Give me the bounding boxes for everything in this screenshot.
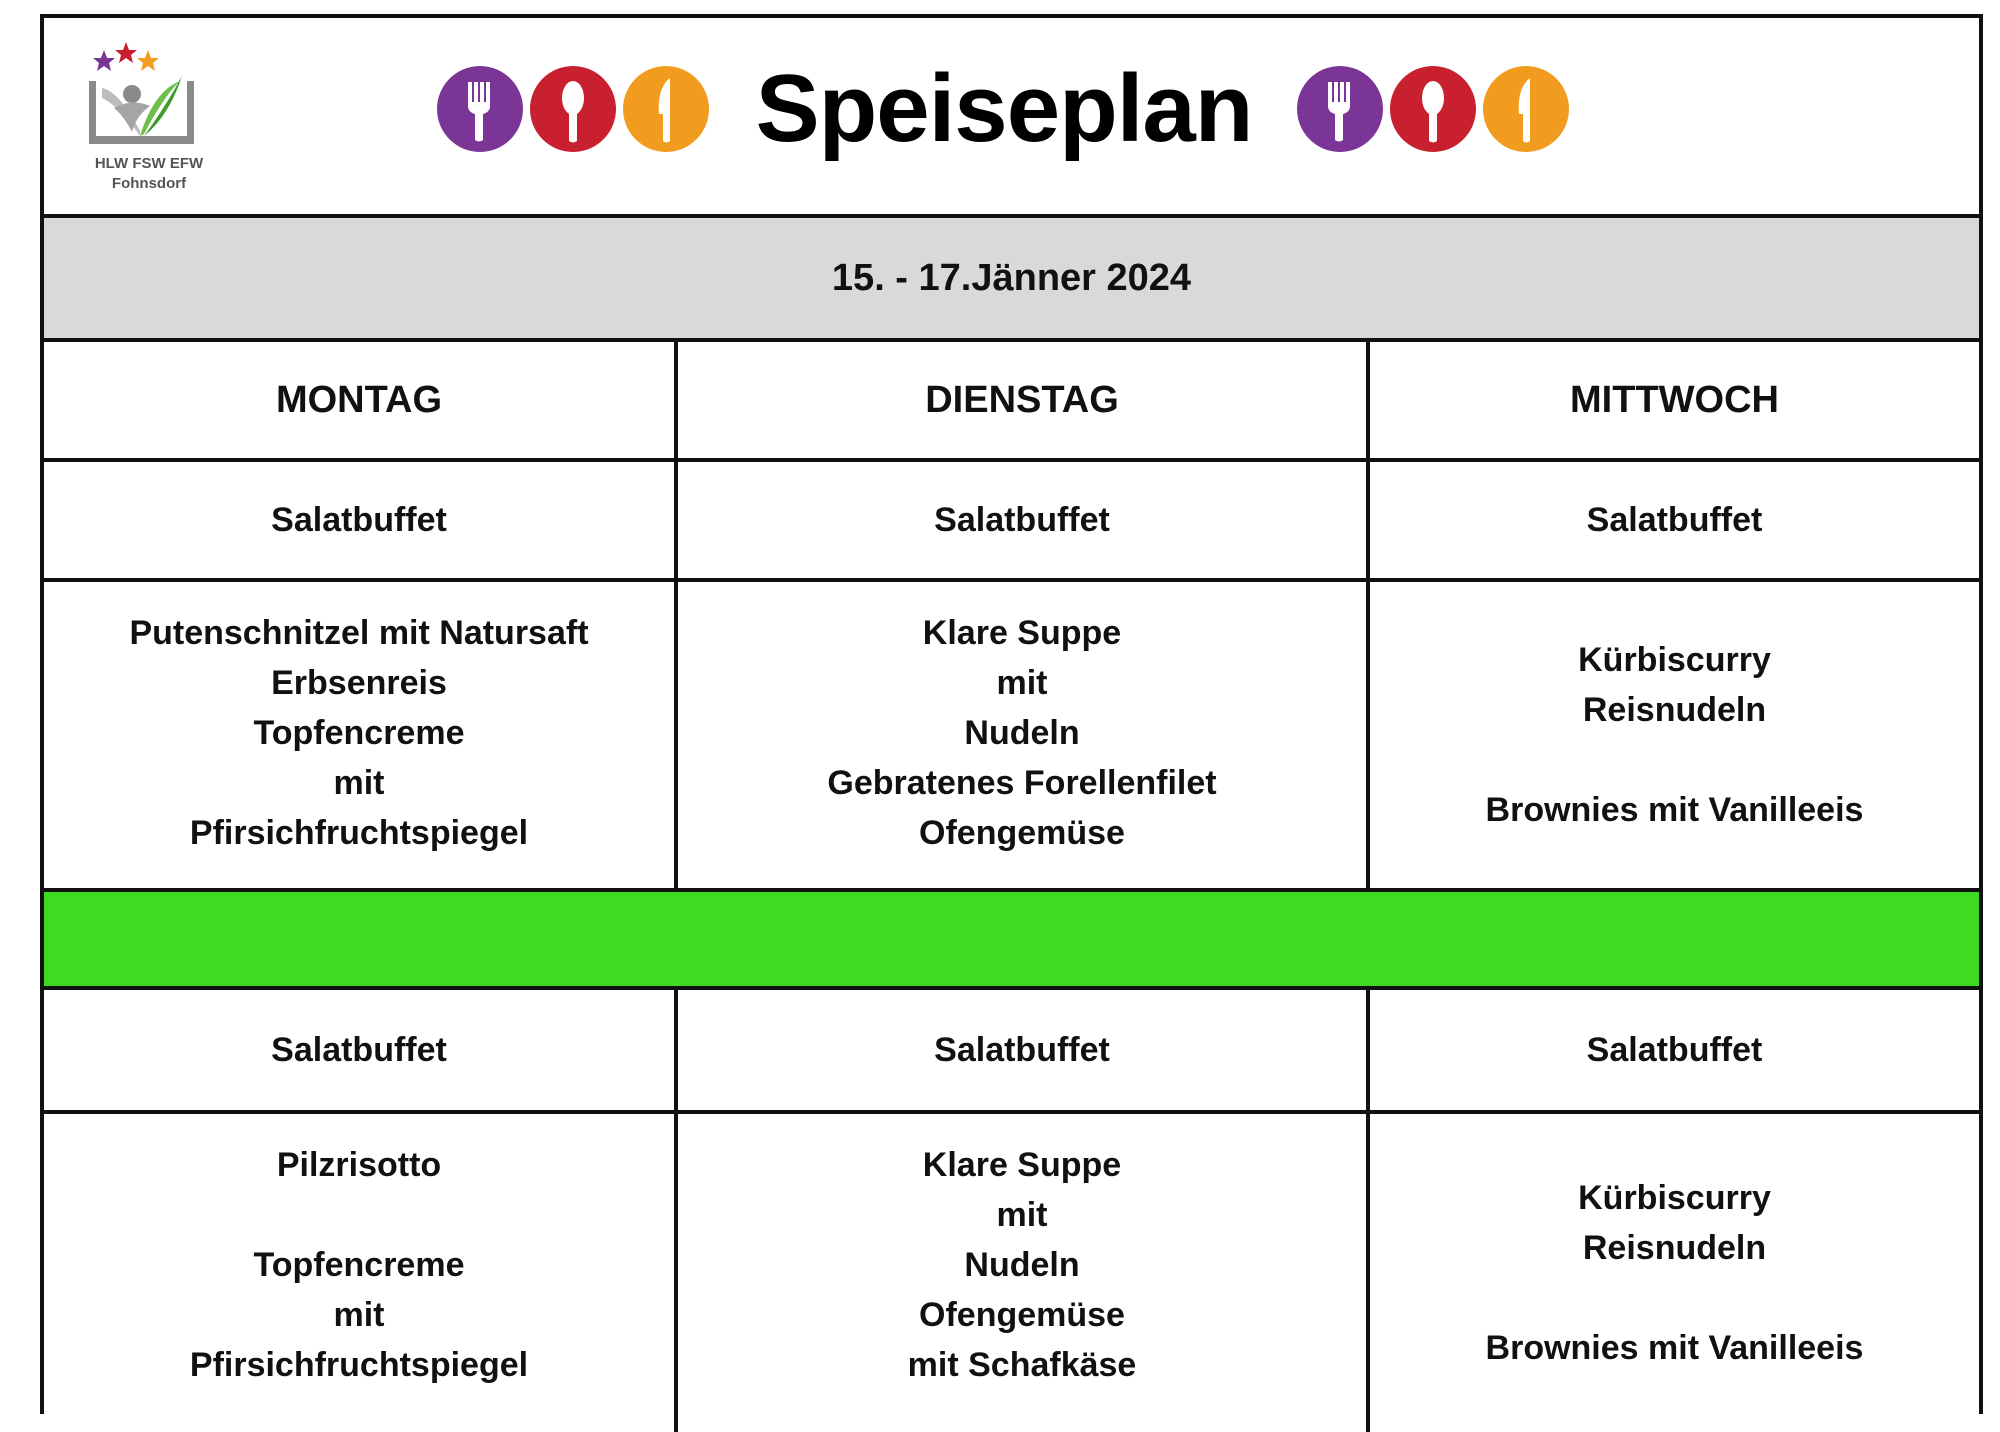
date-bar [44, 214, 1979, 342]
logo-emblem-icon [74, 36, 224, 156]
dish-line: Reisnudeln [1582, 1229, 1767, 1267]
dish-line: Reisnudeln [1582, 691, 1767, 729]
menu1-dienstag-dishes [678, 582, 1370, 888]
knife-icon [1483, 66, 1569, 152]
day-header-row [44, 342, 1979, 462]
fork-icon [1297, 66, 1383, 152]
menu1-salad-montag: Salatbuffet [44, 462, 678, 578]
dish-line: Pfirsichfruchtspiegel [189, 1346, 529, 1384]
dish-line: Klare Suppe [922, 614, 1122, 652]
cutlery-icons-right [1297, 66, 1569, 156]
knife-icon [623, 66, 709, 152]
dish-line: mit Schafkäse [907, 1346, 1137, 1384]
dish-line: Nudeln [964, 1246, 1080, 1284]
dish-line: Kürbiscurry [1578, 1179, 1771, 1217]
dish-line: Pilzrisotto [276, 1146, 442, 1184]
dish-line: Putenschnitzel mit Natursaft [129, 614, 589, 652]
dish-line: Erbsenreis [271, 664, 447, 702]
menu2-montag-dishes [44, 1114, 678, 1432]
page-title: Speiseplan [755, 55, 1253, 162]
fork-icon [437, 66, 523, 152]
menu2-mittwoch-dishes [1370, 1114, 1979, 1432]
menu1-salad-mittwoch: Salatbuffet [1586, 501, 1763, 539]
spoon-icon [530, 66, 616, 152]
dish-line: Gebratenes Forellenfilet [827, 764, 1217, 802]
menu2-salad-dienstag: Salatbuffet [678, 990, 1370, 1110]
menu-frame [40, 14, 1983, 1414]
menu2-salad-row [44, 990, 1979, 1114]
menu1-mittwoch-dishes [1370, 582, 1979, 888]
dish-line: mit [333, 764, 385, 802]
dish-line: Ofengemüse [919, 1296, 1125, 1334]
day-header-dienstag: DIENSTAG [678, 342, 1370, 458]
dish-line: Pfirsichfruchtspiegel [189, 814, 529, 852]
dish-line: Topfencreme [253, 714, 465, 752]
header [44, 18, 1979, 218]
dish-line: Nudeln [964, 714, 1080, 752]
dish-line: Klare Suppe [922, 1146, 1122, 1184]
day-header-mittwoch: MITTWOCH [1570, 379, 1779, 421]
menu2-dienstag-dishes [678, 1114, 1370, 1432]
dish-line: mit [996, 1196, 1048, 1234]
dish-line: mit [996, 664, 1048, 702]
dish-line: Brownies mit Vanilleeis [1485, 1329, 1864, 1367]
day-header-montag: MONTAG [44, 342, 678, 458]
menu-divider-bar [44, 892, 1979, 990]
menu1-salad-dienstag: Salatbuffet [678, 462, 1370, 578]
menu1-montag-dishes [44, 582, 678, 888]
spoon-icon [1390, 66, 1476, 152]
dish-line: Topfencreme [253, 1246, 465, 1284]
school-logo [74, 36, 224, 201]
menu1-main-row [44, 582, 1979, 892]
menu2-salad-mittwoch: Salatbuffet [1586, 1031, 1763, 1069]
dish-line: Brownies mit Vanilleeis [1485, 791, 1864, 829]
menu1-salad-row [44, 462, 1979, 582]
logo-line-1: HLW FSW EFW [94, 155, 204, 172]
date-range: 15. - 17.Jänner 2024 [831, 257, 1192, 299]
menu2-salad-montag: Salatbuffet [44, 990, 678, 1110]
dish-line: Kürbiscurry [1578, 641, 1771, 679]
logo-line-2: Fohnsdorf [111, 175, 187, 192]
dish-line: Ofengemüse [919, 814, 1125, 852]
cutlery-icons-left [437, 66, 709, 156]
menu2-main-row [44, 1114, 1979, 1432]
dish-line: mit [333, 1296, 385, 1334]
